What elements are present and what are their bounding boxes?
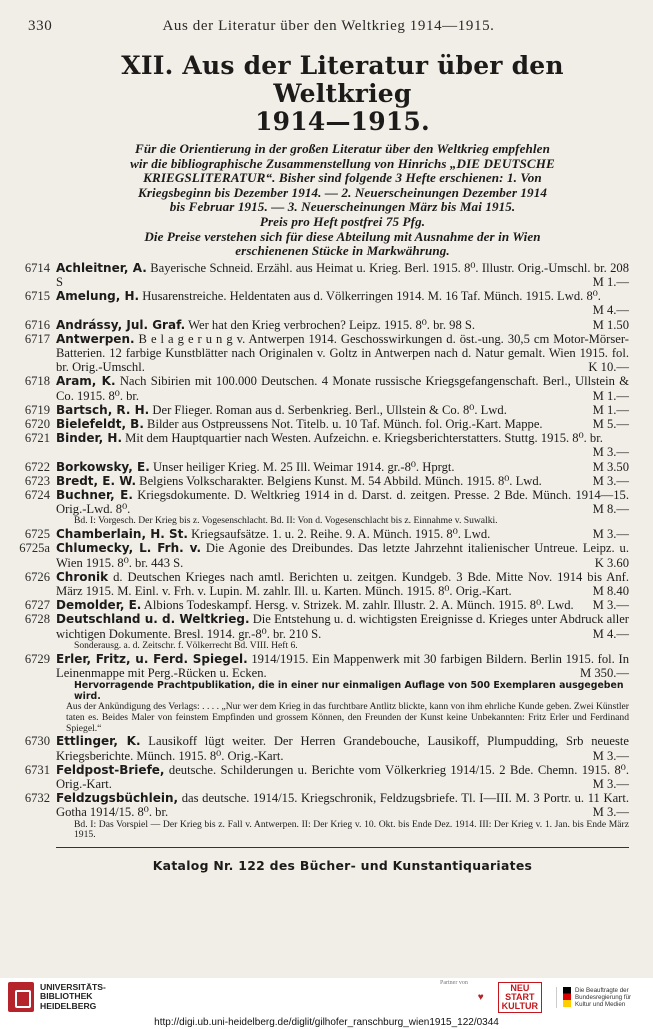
entry-description: 1914/1915. Ein Mappenwerk mit 30 farbigen Bildern. Berlin 1915. fol. In Leinenmappe mit Perg.-Rücken u. Ecken.	[56, 651, 629, 680]
entry-price: M 3.—	[592, 805, 629, 820]
entry-author: Binder, H.	[56, 431, 123, 446]
entry-price: M 350.—	[580, 665, 629, 680]
entry-description: Albions Todeskampf. Hersg. v. Strizek. M. zahlr. Illustr. 2. A. Münch. 1915. 8⁰. Lwd.	[141, 598, 574, 613]
entry-text	[56, 403, 629, 417]
entry-description: Die Entstehung u. d. wichtigsten Ereignisse d. Krieges unter Abdruck aller wichtigen Dokumente. Bresl. 1914. gr.-8⁰. br. 210 S.	[56, 612, 630, 641]
catalog-entry	[24, 331, 629, 375]
entry-text	[56, 570, 629, 598]
entry-author: Chamberlain, H. St.	[56, 527, 188, 542]
entry-price: M 1.50	[592, 317, 629, 332]
entry-number: 6731	[24, 762, 50, 777]
intro-line: Kriegsbeginn bis Dezember 1914. — 2. Neuerscheinungen Dezember 1914	[138, 184, 547, 200]
entry-number: 6730	[24, 734, 50, 749]
entry-price: M 1.—	[592, 388, 629, 403]
entry-text	[56, 289, 629, 317]
catalog-entry	[24, 402, 629, 417]
entry-description: Kriegsaufsätze. 1. u. 2. Reihe. 9. A. Münch. 1915. 8⁰. Lwd.	[187, 527, 491, 542]
catalog-entry	[24, 317, 629, 332]
entry-author: Chronik	[56, 569, 109, 584]
catalog-entry	[24, 488, 629, 527]
entry-number: 6732	[24, 791, 50, 806]
entry-author: Bielefeldt, B.	[56, 416, 144, 431]
entry-author: Feldpost-Briefe,	[56, 762, 165, 777]
entry-price: M 3.—	[592, 473, 629, 488]
entry-number: 6717	[24, 331, 50, 346]
entry-number: 6729	[24, 651, 50, 666]
section-title-line1: XII. Aus der Literatur über den Weltkrieg	[121, 51, 564, 108]
catalog-entry	[24, 762, 629, 792]
entry-text	[56, 332, 629, 375]
intro-paragraph	[56, 142, 629, 259]
entry-number: 6727	[24, 598, 50, 613]
entry-number: 6725	[24, 527, 50, 542]
entry-number: 6724	[24, 488, 50, 502]
partner-label: Partner von	[440, 980, 468, 986]
catalog-entry	[24, 416, 629, 431]
catalog-entry	[24, 459, 629, 474]
entry-highlight-note: Hervorragende Prachtpublikation, die in einer nur einmaligen Auflage von 500 Exemplaren ausgegeben wird.	[74, 680, 624, 703]
entry-price: M 1.—	[592, 402, 629, 417]
intro-line: bis Februar 1915. — 3. Neuerscheinungen März bis Mai 1915.	[169, 199, 516, 215]
german-flag-icon	[563, 987, 571, 1007]
intro-line: KRIEGSLITERATUR“. Bisher sind folgende 3 Hefte erschienen: 1. Von	[143, 170, 542, 186]
entry-price: M 3.—	[592, 445, 629, 460]
entry-text	[56, 612, 629, 640]
entry-author: Ettlinger, K.	[56, 734, 141, 749]
catalog-entry	[24, 431, 629, 460]
entry-description: deutsche. Schilderungen u. Berichte vom Völkerkrieg 1914/15. 2 Bde. Chemn. 1915. 8⁰. Orig.-Kart.	[56, 762, 629, 792]
bkm-logo[interactable]	[556, 987, 645, 1008]
university-name: UNIVERSITÄTS- BIBLIOTHEK HEIDELBERG	[40, 981, 106, 1011]
entry-number: 6722	[24, 459, 50, 474]
entry-number: 6720	[24, 416, 50, 431]
entry-description: d. Deutschen Krieges nach amtl. Berichten u. zeitgen. Kundgeb. 3 Bde. Mitte Nov. 1914 bis Anf. März 1915. M. Einl. v. Frh. v. Lupin. M. zahlr. Ill. u. Karten. Münch. 1915. 8⁰. Orig.-Kart.	[56, 569, 629, 599]
partner-heart-icon[interactable]: ♥	[477, 991, 484, 1003]
entry-description: Bayerische Schneid. Erzähl. aus Heimat u. Krieg. Berl. 1915. 8⁰. Illustr. Orig.-Umschl. br. 208 S	[56, 260, 630, 289]
entry-number: 6718	[24, 374, 50, 389]
catalog-entry	[24, 612, 630, 651]
intro-line: Die Preise verstehen sich für diese Abteilung mit Ausnahme der in Wien	[144, 228, 541, 244]
entry-text	[56, 527, 629, 541]
entry-text	[56, 474, 629, 488]
entry-price: M 1.—	[592, 274, 629, 289]
entry-text	[56, 374, 629, 402]
catalog-entry	[24, 651, 629, 735]
entry-price: K 3.60	[594, 555, 629, 570]
intro-line: erschienenen Stücke in Markwährung.	[235, 243, 450, 259]
entry-author: Demolder, E.	[56, 598, 142, 613]
partner-logos	[478, 982, 645, 1013]
entry-number: 6716	[24, 317, 50, 332]
catalog-entry	[24, 473, 629, 488]
entry-number: 6719	[24, 402, 50, 417]
entry-price: M 4.—	[592, 626, 629, 641]
entry-author: Andrássy, Jul. Graf.	[56, 317, 186, 332]
intro-line: Für die Orientierung in der großen Literatur über den Weltkrieg empfehlen	[135, 141, 550, 156]
catalog-entry	[19, 541, 629, 570]
page-number: 330	[28, 17, 53, 34]
entry-price: K 10.—	[588, 360, 629, 375]
entry-quote-note: Aus der Ankündigung des Verlags: . . . . „Nur wer dem Krieg in das furchtbare Antlitz blickte, kann von ihm ehrliche Kunde geben. Zwei Künstler taten es. Beides Maler von feinstem Empfinden und grossem Können, den Freunden der Kunst keine Unbekannten: Fritz Erler und Ferdinand Spiegel.“	[66, 701, 629, 734]
entry-author: Feldzugsbüchlein,	[56, 791, 179, 806]
entry-number: 6728	[24, 612, 50, 627]
section-title-line2: 1914—1915.	[255, 107, 430, 136]
entry-number: 6721	[24, 431, 50, 446]
entry-price: M 8.—	[592, 502, 629, 517]
catalog-entry	[24, 289, 629, 318]
entry-author: Borkowsky, E.	[56, 459, 150, 474]
entry-text	[56, 791, 629, 819]
entry-description: das deutsche. 1914/15. Kriegschronik, Feldzugsbriefe. Tl. I—III. M. 3 Portr. u. 11 Kart. Gotha 1914/15. 8⁰. br.	[56, 791, 629, 820]
source-url[interactable]: http://digi.ub.uni-heidelberg.de/diglit/gilhofer_ranschburg_wien1915_122/0344	[0, 1016, 653, 1029]
catalog-entry	[24, 598, 629, 613]
entry-price: M 3.—	[592, 527, 629, 542]
entry-price: M 3.—	[592, 598, 629, 613]
catalog-entry	[24, 791, 629, 841]
catalog-entry	[24, 734, 629, 763]
entry-number: 6714	[24, 260, 50, 275]
running-head	[28, 14, 629, 38]
entry-description: Wer hat den Krieg verbrochen? Leipz. 1915. 8⁰. br. 98 S.	[185, 317, 476, 332]
entry-description: Der Flieger. Roman aus d. Serbenkrieg. Berl., Ullstein & Co. 8⁰. Lwd.	[149, 402, 507, 417]
entry-description: Kriegsdokumente. D. Weltkrieg 1914 in d. Darst. d. zeitgen. Presse. 2 Bde. Münch. 1914—15. Orig.-Lwd. 8⁰.	[56, 488, 629, 517]
catalog-entry	[24, 260, 630, 289]
university-seal-icon	[8, 982, 34, 1012]
entry-text	[56, 417, 629, 431]
entry-number: 6726	[24, 569, 50, 584]
entry-description: Mit dem Hauptquartier nach Westen. Aufzeichn. e. Kriegsberichterstatters. Stuttg. 1915. 8⁰. br.	[122, 431, 603, 446]
running-title: Aus der Literatur über den Weltkrieg 1914—1915.	[162, 17, 495, 34]
entry-description: Lausikoff lügt weiter. Der Herren Grandebouche, Lausikoff, Plumpudding, Srb neueste Kriegsberichte. Münch. 1915. 8⁰. Orig.-Kart.	[56, 734, 629, 763]
entry-text	[56, 488, 629, 516]
entry-author: Amelung, H.	[56, 289, 140, 304]
entry-text	[56, 598, 629, 612]
entry-description: Nach Sibirien mit 100.000 Deutschen. 4 Monate russische Kriegsgefangenschaft. Berl., Ullstein & Co. 1915. 8⁰. br.	[56, 374, 629, 403]
entry-price: M 4.—	[592, 303, 629, 318]
intro-line: wir die bibliographische Zusammenstellung von Hinrichs „DIE DEUTSCHE	[130, 155, 555, 171]
entry-author: Aram, K.	[56, 374, 116, 389]
entry-text	[56, 763, 629, 791]
entry-description: Belgiens Volkscharakter. Belgiens Kunst. M. 54 Abbild. Münch. 1915. 8⁰. Lwd.	[136, 473, 542, 488]
entry-price: M 3.—	[592, 777, 629, 792]
footer-rule	[56, 847, 629, 848]
entry-author: Bredt, E. W.	[56, 473, 137, 488]
entry-text	[56, 541, 629, 569]
intro-line: Preis pro Heft postfrei 75 Pfg.	[259, 213, 426, 229]
catalog-entry	[24, 569, 629, 599]
entry-description: Bilder aus Ostpreussens Not. Titelb. u. 10 Taf. Münch. fol. Orig.-Kart. Mappe.	[143, 416, 543, 431]
entry-number: 6725a	[19, 541, 50, 556]
section-title	[56, 52, 629, 136]
entry-number: 6715	[24, 289, 50, 304]
entry-text	[56, 318, 629, 332]
entry-number: 6723	[24, 473, 50, 488]
digitization-logo-bar	[0, 978, 653, 1016]
entry-price: M 8.40	[592, 584, 629, 599]
entry-price: M 5.—	[592, 416, 629, 431]
entry-author: Achleitner, A.	[56, 260, 147, 275]
entry-note: Bd. I: Das Vorspiel — Der Krieg bis z. Fall v. Antwerpen. II: Der Krieg v. 10. Okt. bis Ende Dez. 1914. III: Der Krieg v. 1. Jan. bis Ende März 1915.	[74, 818, 629, 841]
bkm-text: Die Beauftragte der Bundesregierung für Kultur und Medien	[575, 986, 632, 1008]
entry-note: Bd. I: Vorgesch. Der Krieg bis z. Vogesenschlacht. Bd. II: Von d. Vogesenschlacht bis z. Einnahme v. Suwalki.	[74, 515, 498, 527]
university-library-logo[interactable]	[8, 982, 106, 1012]
entry-description: Husarenstreiche. Heldentaten aus d. Völkerringen 1914. M. 16 Taf. Münch. 1915. Lwd. 8⁰.	[139, 289, 601, 304]
entry-note: Sonderausg. a. d. Zeitschr. f. Völkerrecht Bd. VIII. Heft 6.	[74, 639, 298, 651]
catalog-entries	[19, 260, 630, 848]
entry-author: Erler, Fritz, u. Ferd. Spiegel.	[56, 651, 248, 666]
catalog-footer: Katalog Nr. 122 des Bücher- und Kunstantiquariates	[152, 858, 533, 874]
entry-author: Chlumecky, L. Frh. v.	[56, 541, 202, 556]
entry-text	[56, 734, 629, 762]
entry-text	[56, 431, 629, 459]
catalog-entry	[24, 374, 629, 403]
entry-author: Antwerpen.	[56, 331, 135, 346]
entry-description: B e l a g e r u n g v. Antwerpen 1914. Geschosswirkungen d. öst.-ung. 30,5 cm Motor-Mörser-Batterien. 12 farbige Kunstblätter nach Originalen v. Goltz in Antwerpen nach d. Natur gemalt. Wien 1915. fol. br. Orig.-Umschl.	[56, 331, 629, 375]
entry-price: M 3.50	[592, 459, 629, 474]
neustart-kultur-logo[interactable]: NEU START KULTUR	[498, 982, 542, 1013]
entry-author: Deutschland u. d. Weltkrieg.	[56, 612, 250, 627]
entry-author: Buchner, E.	[56, 488, 133, 502]
entry-text	[56, 261, 629, 289]
entry-price: M 3.—	[592, 748, 629, 763]
catalog-entry	[24, 527, 629, 542]
entry-text	[56, 460, 629, 474]
entry-text	[56, 652, 629, 680]
entry-description: Die Agonie des Dreibundes. Das letzte Jahrzehnt italienischer Untreue. Leipz. u. Wien 1915. 8⁰. br. 443 S.	[56, 541, 629, 570]
entry-description: Unser heiliger Krieg. M. 25 Ill. Weimar 1914. gr.-8⁰. Hprgt.	[149, 459, 455, 474]
entry-author: Bartsch, R. H.	[56, 402, 150, 417]
